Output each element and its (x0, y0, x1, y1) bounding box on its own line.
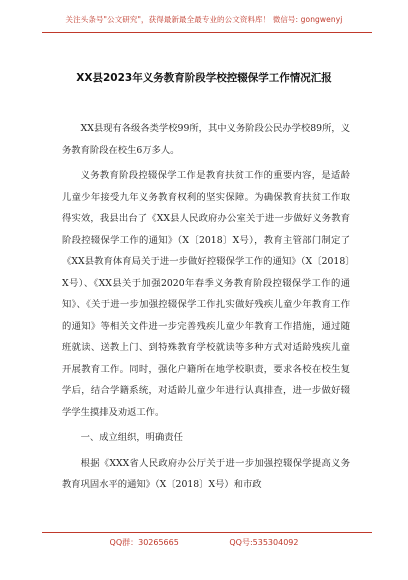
footer-divider (42, 532, 372, 533)
header-banner: 关注头条号"公文研究"，获得最新最全最专业的公文资料库！ 微信号: gongwenyj (65, 15, 343, 24)
footer (0, 537, 408, 548)
header-divider (42, 32, 372, 33)
footer-qq-group: QQ群：30265665 (109, 538, 179, 547)
document-title: XX县2023年义务教育阶段学校控辍保学工作情况汇报 (76, 72, 332, 84)
paragraph: 根据《XXX省人民政府办公厅关于进一步加强控辍保学提高义务教育巩固水平的通知》（X〔2018〕X号）和市政 (62, 457, 350, 490)
footer-qq-number: QQ号:535304092 (229, 538, 299, 547)
section-heading: 一、成立组织，明确责任 (80, 432, 183, 443)
paragraph: 义务教育阶段控辍保学工作是教育扶贫工作的重要内容，是适龄儿童少年接受九年义务教育权利的坚实保障。为确保教育扶贫工作取得实效，我县出台了《XX县人民政府办公室关于进一步做好义务教育阶段控辍保学工作的通知》（X〔2018〕X号），教育主管部门制定了《XX县教育体育局关于进一步做好控辍保学工作的通知》（X〔2018〕X号）、《XX县关于加强2020年春季义务教育阶段控辍保学工作的通知》、《关于进一步加强控辍保学工作扎实做好残疾儿童少年教育工作的通知》等相关文件进一步完善残疾儿童少年教育工作措施，通过随班就读、送教上门、到特殊教育学校就读等多种方式对适龄残疾儿童开展教育工作。同时，强化户籍所在地学校职责，要求各校在校生复学后，结合学籍系统，对适龄儿童少年进行认真排查，进一步做好辍学学生摸排及劝返工作。 (62, 170, 350, 418)
document-body (62, 118, 350, 500)
paragraph: XX县现有各级各类学校99所，其中义务阶段公民办学校89所，义务教育阶段在校生6万多人。 (62, 123, 350, 156)
